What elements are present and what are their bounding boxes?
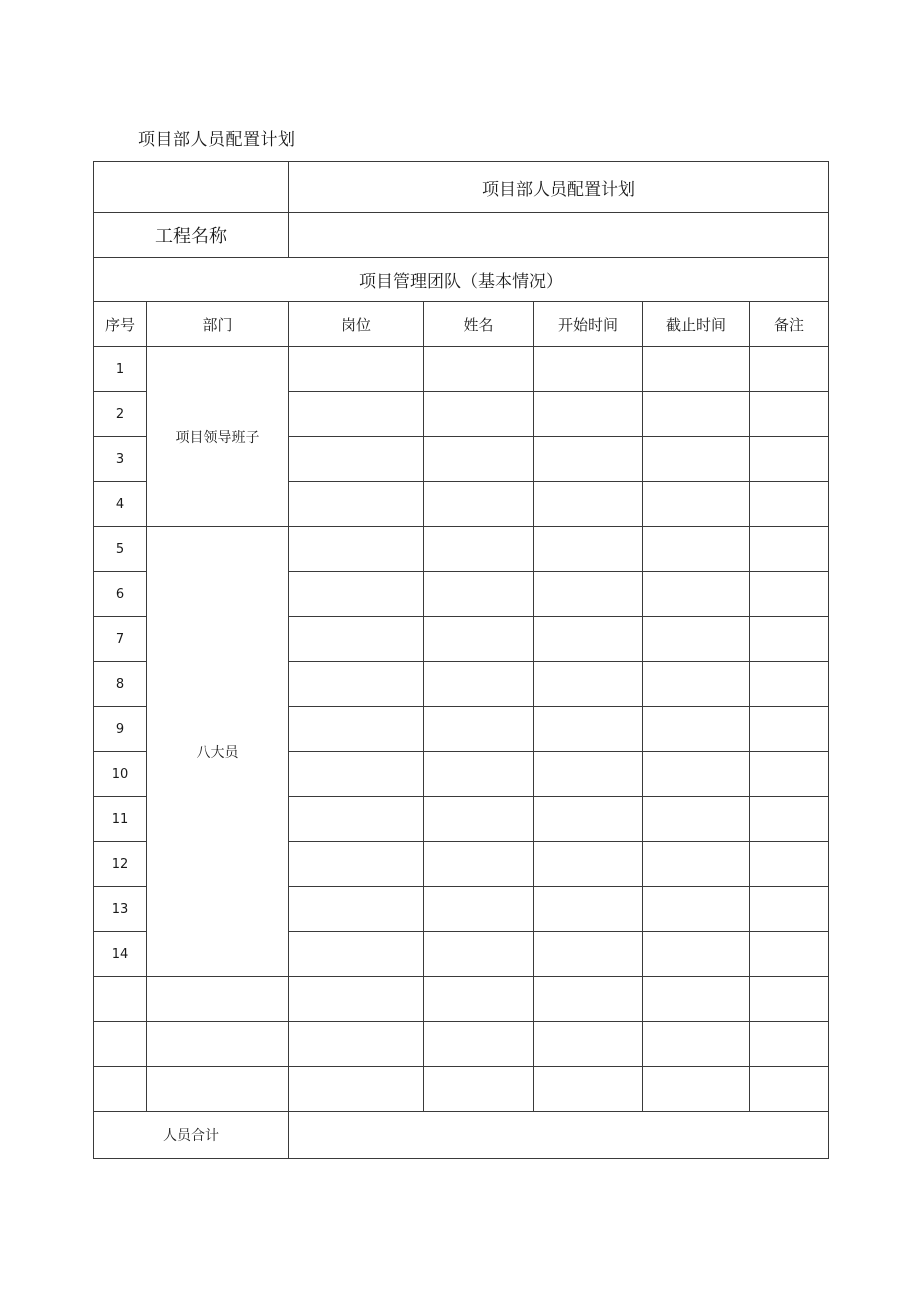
end-time-cell[interactable] [643, 752, 750, 797]
position-cell[interactable] [289, 572, 424, 617]
position-cell[interactable] [289, 752, 424, 797]
end-time-cell[interactable] [643, 617, 750, 662]
blank-table-row [94, 977, 829, 1022]
document-heading: 项目部人员配置计划 [138, 130, 296, 150]
table-title: 项目部人员配置计划 [289, 162, 829, 213]
end-time-cell[interactable] [643, 527, 750, 572]
row-index: 9 [94, 707, 147, 752]
index-cell[interactable] [94, 1022, 147, 1067]
name-cell[interactable] [424, 932, 534, 977]
end-time-cell[interactable] [643, 977, 750, 1022]
start-time-cell[interactable] [534, 842, 643, 887]
remarks-cell[interactable] [750, 707, 829, 752]
name-cell[interactable] [424, 437, 534, 482]
end-time-cell[interactable] [643, 1022, 750, 1067]
position-cell[interactable] [289, 662, 424, 707]
position-cell[interactable] [289, 347, 424, 392]
start-time-cell[interactable] [534, 347, 643, 392]
name-cell[interactable] [424, 662, 534, 707]
name-cell[interactable] [424, 707, 534, 752]
end-time-cell[interactable] [643, 842, 750, 887]
end-time-cell[interactable] [643, 482, 750, 527]
remarks-cell[interactable] [750, 1067, 829, 1112]
start-time-cell[interactable] [534, 752, 643, 797]
row-index: 12 [94, 842, 147, 887]
start-time-cell[interactable] [534, 392, 643, 437]
row-index: 3 [94, 437, 147, 482]
position-cell[interactable] [289, 527, 424, 572]
remarks-cell[interactable] [750, 797, 829, 842]
remarks-cell[interactable] [750, 1022, 829, 1067]
row-index: 1 [94, 347, 147, 392]
department-cell[interactable] [147, 977, 289, 1022]
title-blank-cell [94, 162, 289, 213]
start-time-cell[interactable] [534, 797, 643, 842]
position-cell[interactable] [289, 977, 424, 1022]
remarks-cell[interactable] [750, 392, 829, 437]
row-index: 5 [94, 527, 147, 572]
position-cell[interactable] [289, 707, 424, 752]
column-header-remarks: 备注 [750, 302, 829, 347]
position-cell[interactable] [289, 1067, 424, 1112]
row-index: 14 [94, 932, 147, 977]
remarks-cell[interactable] [750, 887, 829, 932]
end-time-cell[interactable] [643, 392, 750, 437]
name-cell[interactable] [424, 392, 534, 437]
name-cell[interactable] [424, 797, 534, 842]
position-cell[interactable] [289, 842, 424, 887]
column-header-row [94, 302, 829, 347]
name-cell[interactable] [424, 1067, 534, 1112]
end-time-cell[interactable] [643, 662, 750, 707]
start-time-cell[interactable] [534, 1022, 643, 1067]
end-time-cell[interactable] [643, 572, 750, 617]
remarks-cell[interactable] [750, 572, 829, 617]
end-time-cell[interactable] [643, 347, 750, 392]
column-header-name: 姓名 [424, 302, 534, 347]
remarks-cell[interactable] [750, 527, 829, 572]
start-time-cell[interactable] [534, 482, 643, 527]
position-cell[interactable] [289, 797, 424, 842]
end-time-cell[interactable] [643, 797, 750, 842]
remarks-cell[interactable] [750, 347, 829, 392]
column-header-index: 序号 [94, 302, 147, 347]
remarks-cell[interactable] [750, 932, 829, 977]
remarks-cell[interactable] [750, 842, 829, 887]
end-time-cell[interactable] [643, 1067, 750, 1112]
team-heading: 项目管理团队（基本情况） [94, 258, 829, 302]
total-value-field[interactable] [289, 1112, 829, 1159]
name-cell[interactable] [424, 977, 534, 1022]
end-time-cell[interactable] [643, 887, 750, 932]
column-header-position: 岗位 [289, 302, 424, 347]
department-cell[interactable] [147, 1067, 289, 1112]
start-time-cell[interactable] [534, 437, 643, 482]
start-time-cell[interactable] [534, 932, 643, 977]
row-index: 4 [94, 482, 147, 527]
index-cell[interactable] [94, 1067, 147, 1112]
start-time-cell[interactable] [534, 707, 643, 752]
blank-table-row [94, 1022, 829, 1067]
total-label: 人员合计 [94, 1112, 289, 1159]
staffing-plan-table [93, 161, 829, 1159]
table-title-row [94, 162, 829, 213]
name-cell[interactable] [424, 347, 534, 392]
total-row [94, 1112, 829, 1159]
blank-table-row [94, 1067, 829, 1112]
name-cell[interactable] [424, 1022, 534, 1067]
row-index: 10 [94, 752, 147, 797]
row-index: 2 [94, 392, 147, 437]
project-name-field[interactable] [289, 213, 829, 258]
name-cell[interactable] [424, 842, 534, 887]
start-time-cell[interactable] [534, 1067, 643, 1112]
position-cell[interactable] [289, 482, 424, 527]
name-cell[interactable] [424, 482, 534, 527]
remarks-cell[interactable] [750, 617, 829, 662]
index-cell[interactable] [94, 977, 147, 1022]
column-header-department: 部门 [147, 302, 289, 347]
position-cell[interactable] [289, 437, 424, 482]
project-name-label: 工程名称 [94, 213, 289, 258]
remarks-cell[interactable] [750, 752, 829, 797]
start-time-cell[interactable] [534, 527, 643, 572]
remarks-cell[interactable] [750, 437, 829, 482]
start-time-cell[interactable] [534, 977, 643, 1022]
project-name-row [94, 213, 829, 258]
name-cell[interactable] [424, 572, 534, 617]
table-row [94, 347, 829, 392]
team-heading-row [94, 258, 829, 302]
department-cell: 项目领导班子 [147, 347, 289, 527]
position-cell[interactable] [289, 617, 424, 662]
start-time-cell[interactable] [534, 662, 643, 707]
position-cell[interactable] [289, 932, 424, 977]
end-time-cell[interactable] [643, 437, 750, 482]
name-cell[interactable] [424, 617, 534, 662]
remarks-cell[interactable] [750, 662, 829, 707]
name-cell[interactable] [424, 752, 534, 797]
remarks-cell[interactable] [750, 977, 829, 1022]
name-cell[interactable] [424, 887, 534, 932]
name-cell[interactable] [424, 527, 534, 572]
position-cell[interactable] [289, 887, 424, 932]
end-time-cell[interactable] [643, 707, 750, 752]
remarks-cell[interactable] [750, 482, 829, 527]
row-index: 8 [94, 662, 147, 707]
row-index: 13 [94, 887, 147, 932]
department-cell[interactable] [147, 1022, 289, 1067]
row-index: 6 [94, 572, 147, 617]
table-row [94, 527, 829, 572]
start-time-cell[interactable] [534, 887, 643, 932]
column-header-end-time: 截止时间 [643, 302, 750, 347]
position-cell[interactable] [289, 392, 424, 437]
department-cell: 八大员 [147, 527, 289, 977]
position-cell[interactable] [289, 1022, 424, 1067]
start-time-cell[interactable] [534, 617, 643, 662]
column-header-start-time: 开始时间 [534, 302, 643, 347]
end-time-cell[interactable] [643, 932, 750, 977]
row-index: 11 [94, 797, 147, 842]
row-index: 7 [94, 617, 147, 662]
start-time-cell[interactable] [534, 572, 643, 617]
